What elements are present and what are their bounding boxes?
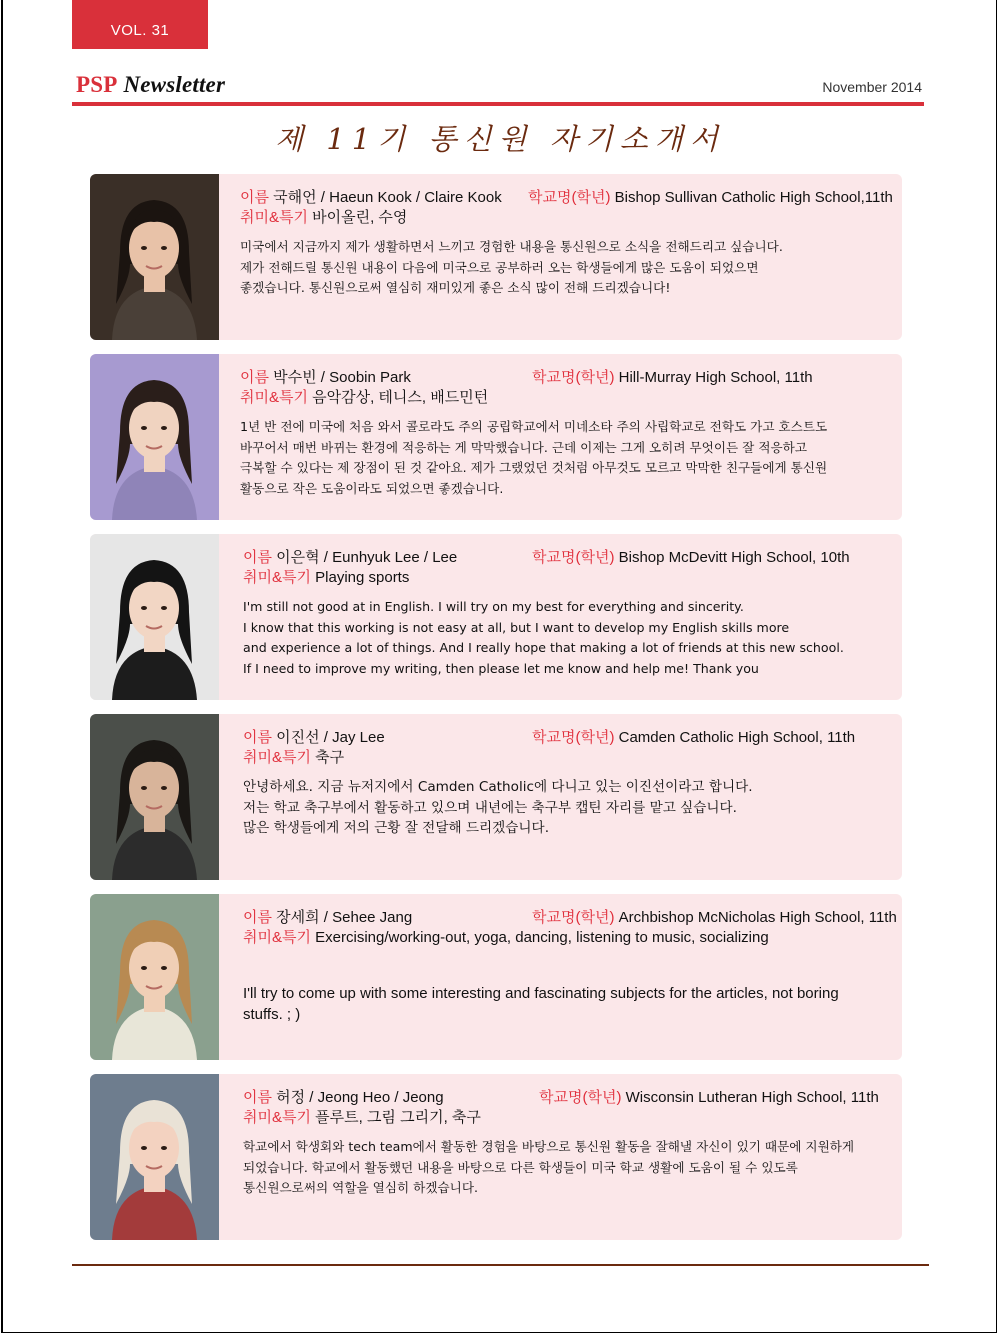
hobby-label: 취미&특기 (243, 929, 311, 946)
profile-photo (90, 1074, 219, 1240)
profile-card (90, 534, 902, 700)
hobby-value: 음악감상, 테니스, 배드민턴 (312, 389, 489, 406)
profile-photo (90, 174, 219, 340)
intro-text: 미국에서 지금까지 제가 생활하면서 느끼고 경험한 내용을 통신원으로 소식을 전해드리고 싶습니다. 제가 전해드릴 통신원 내용이 다음에 미국으로 공부하러 오는 학생들에게 많은 도움이 되었으면 좋겠습니다. 통신원으로써 열심히 재미있게 좋은 소식 많이 전해 드리겠습니다! (240, 239, 783, 295)
brand-newsletter: Newsletter (123, 72, 226, 97)
profile-photo (90, 534, 219, 700)
profile-photo (90, 714, 219, 880)
page-title: 제 11기 통신원 자기소개서 (275, 122, 725, 156)
portrait-image (90, 534, 219, 700)
volume-tab: VOL. 31 (72, 0, 208, 49)
masthead (72, 70, 924, 106)
profile-info (243, 1088, 902, 1199)
profile-card (90, 1074, 902, 1240)
school-field (539, 1088, 879, 1108)
portrait-image (90, 174, 219, 340)
name-row (243, 908, 902, 928)
hobby-value: 바이올린, 수영 (312, 209, 408, 226)
intro-text: 안녕하세요. 지금 뉴저지에서 Camden Catholic에 다니고 있는 이진선이라고 합니다. 저는 학교 축구부에서 활동하고 있으며 내년에는 축구부 캡틴 자리를 맡고 싶습니다. 많은 학생들에게 저의 근황 잘 전달해 드리겠습니다. (243, 779, 753, 836)
school-field (532, 548, 850, 568)
profile-name: 허정 / Jeong Heo / Jeong (276, 1089, 444, 1106)
school-field (532, 728, 855, 748)
profile-info (240, 368, 900, 499)
school-name: Archbishop McNicholas High School, 11th (618, 909, 897, 926)
profile-photo (90, 894, 219, 1060)
school-field (528, 188, 893, 208)
school-name: Hill-Murray High School, 11th (618, 369, 813, 386)
hobby-row (243, 568, 902, 588)
school-label: 학교명(학년) (539, 1089, 622, 1106)
portrait-image (90, 1074, 219, 1240)
portrait-image (90, 354, 219, 520)
profile-card (90, 894, 902, 1060)
hobby-row (240, 388, 900, 408)
portrait-image (90, 714, 219, 880)
school-label: 학교명(학년) (532, 729, 615, 746)
hobby-label: 취미&특기 (240, 389, 308, 406)
name-label: 이름 (240, 189, 269, 206)
name-label: 이름 (243, 1089, 272, 1106)
hobby-row (243, 1108, 902, 1128)
school-label: 학교명(학년) (528, 189, 611, 206)
profile-name: 장세희 / Sehee Jang (276, 909, 413, 926)
profile-card (90, 714, 902, 880)
profile-info (243, 728, 902, 839)
profile-card (90, 174, 902, 340)
profile-name: 이진선 / Jay Lee (276, 729, 385, 746)
hobby-value: 플루트, 그림 그리기, 축구 (315, 1109, 481, 1126)
name-row (240, 188, 900, 208)
school-name: Wisconsin Lutheran High School, 11th (625, 1089, 879, 1106)
profile-name: 이은혁 / Eunhyuk Lee / Lee (276, 549, 458, 566)
brand-psp: PSP (76, 72, 118, 97)
name-row (243, 728, 902, 748)
intro-text: 학교에서 학생회와 tech team에서 활동한 경험을 바탕으로 통신원 활동을 잘해낼 자신이 있기 때문에 지원하게 되었습니다. 학교에서 활동했던 내용을 바탕으로 다른 학생들이 미국 학교 생활에 도움이 될 수 있도록 통신원으로써의 역할을 열심히 하겠습니다. (243, 1139, 855, 1195)
school-field (532, 908, 897, 928)
school-label: 학교명(학년) (532, 549, 615, 566)
hobby-row (243, 748, 902, 768)
intro-text: I'm still not good at in English. I will try on my best for everything and sincerity. I know that this working is not easy at all, but I want to develop my English skills more and experience a lot of things. And I really hope that making a lot of friends at this new school. If I need to improve my writing, then please let me know and help me! Thank you (243, 599, 844, 676)
profile-info (243, 908, 902, 1025)
hobby-row (240, 208, 900, 228)
hobby-label: 취미&특기 (243, 569, 311, 586)
name-label: 이름 (243, 549, 272, 566)
footer-rule (72, 1264, 929, 1266)
issue-date: November 2014 (822, 79, 922, 95)
profile-name: 박수빈 / Soobin Park (273, 369, 411, 386)
name-row (243, 1088, 902, 1108)
school-name: Camden Catholic High School, 11th (618, 729, 856, 746)
intro-text: 1년 반 전에 미국에 처음 와서 콜로라도 주의 공립학교에서 미네소타 주의 사립학교로 전학도 가고 호스트도 바꾸어서 매번 바뀌는 환경에 적응하는 게 막막했습니다. 근데 이제는 그게 오히려 무엇이든 잘 적응하고 극복할 수 있다는 제 장점이 된 것 같아요. 제가 그랬었던 것처럼 아무것도 모르고 막막한 친구들에게 통신원 활동으로 작은 도움이라도 되었으면 좋겠습니다. (240, 419, 828, 496)
school-name: Bishop McDevitt High School, 10th (618, 549, 850, 566)
hobby-label: 취미&특기 (240, 209, 308, 226)
profile-info (240, 188, 900, 299)
name-label: 이름 (243, 729, 272, 746)
name-label: 이름 (243, 909, 272, 926)
school-name: Bishop Sullivan Catholic High School,11th (614, 189, 893, 206)
profile-photo (90, 354, 219, 520)
hobby-label: 취미&특기 (243, 749, 311, 766)
profile-card (90, 354, 902, 520)
hobby-label: 취미&특기 (243, 1109, 311, 1126)
name-label: 이름 (240, 369, 269, 386)
name-row (243, 548, 902, 568)
school-field (532, 368, 813, 388)
newsletter-brand (76, 72, 225, 98)
school-label: 학교명(학년) (532, 909, 615, 926)
hobby-row (243, 928, 902, 948)
portrait-image (90, 894, 219, 1060)
profile-info (243, 548, 902, 679)
name-row (240, 368, 900, 388)
hobby-value: Playing sports (315, 569, 410, 586)
intro-text: I'll try to come up with some interesting and fascinating subjects for the articles, not boring stuffs. ; ) (243, 985, 839, 1023)
profile-name: 국해언 / Haeun Kook / Claire Kook (273, 189, 502, 206)
hobby-value: Exercising/working-out, yoga, dancing, listening to music, socializing (315, 929, 769, 946)
hobby-value: 축구 (315, 749, 345, 766)
school-label: 학교명(학년) (532, 369, 615, 386)
